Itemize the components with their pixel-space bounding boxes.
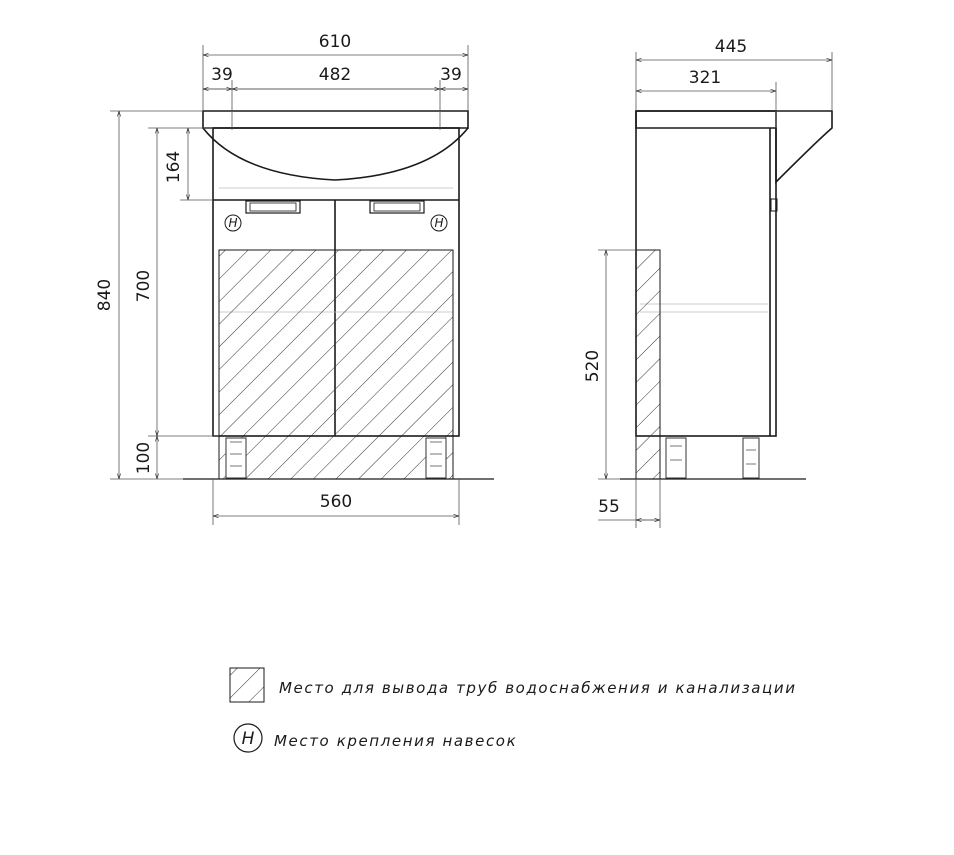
mount-point-right-label: H bbox=[434, 216, 444, 230]
dim-overall-width: 610 bbox=[318, 32, 352, 52]
mount-point-left bbox=[225, 215, 241, 231]
dim-pipe-zone-depth: 55 bbox=[598, 497, 620, 517]
legend-pipe-zone-label: Место для вывода труб водоснабжения и канализации bbox=[279, 679, 797, 697]
pipe-zone-front-upper bbox=[219, 250, 453, 436]
legend-mount-icon bbox=[234, 724, 262, 752]
dim-inner-width: 482 bbox=[318, 65, 352, 85]
washbasin-bowl bbox=[203, 128, 468, 180]
dim-left-offset: 39 bbox=[211, 65, 233, 85]
leg-right bbox=[426, 438, 446, 478]
side-leg-front bbox=[666, 438, 686, 478]
dim-overall-depth: 445 bbox=[714, 37, 748, 57]
washbasin-top bbox=[203, 111, 468, 128]
dim-total-height: 840 bbox=[95, 278, 115, 312]
dim-pipe-zone-height: 520 bbox=[583, 349, 603, 383]
legend-mount-marker: H bbox=[241, 729, 255, 749]
side-view bbox=[583, 37, 832, 528]
front-view bbox=[95, 32, 494, 525]
dim-sink-depth: 164 bbox=[164, 150, 184, 184]
side-washbasin bbox=[636, 111, 832, 182]
pipe-zone-front-lower bbox=[219, 436, 453, 479]
mount-point-right bbox=[431, 215, 447, 231]
pipe-zone-side bbox=[636, 250, 660, 479]
dim-cabinet-width: 560 bbox=[319, 492, 353, 512]
legend-hatch-swatch bbox=[230, 668, 264, 702]
side-leg-back bbox=[743, 438, 759, 478]
legend-mount-label: Место крепления навесок bbox=[274, 732, 518, 750]
legend bbox=[230, 668, 797, 752]
dim-body-height: 700 bbox=[134, 269, 154, 303]
dim-leg-height: 100 bbox=[134, 441, 154, 475]
leg-left bbox=[226, 438, 246, 478]
dim-cabinet-depth: 321 bbox=[688, 68, 722, 88]
mount-point-left-label: H bbox=[228, 216, 238, 230]
dim-right-offset: 39 bbox=[440, 65, 462, 85]
